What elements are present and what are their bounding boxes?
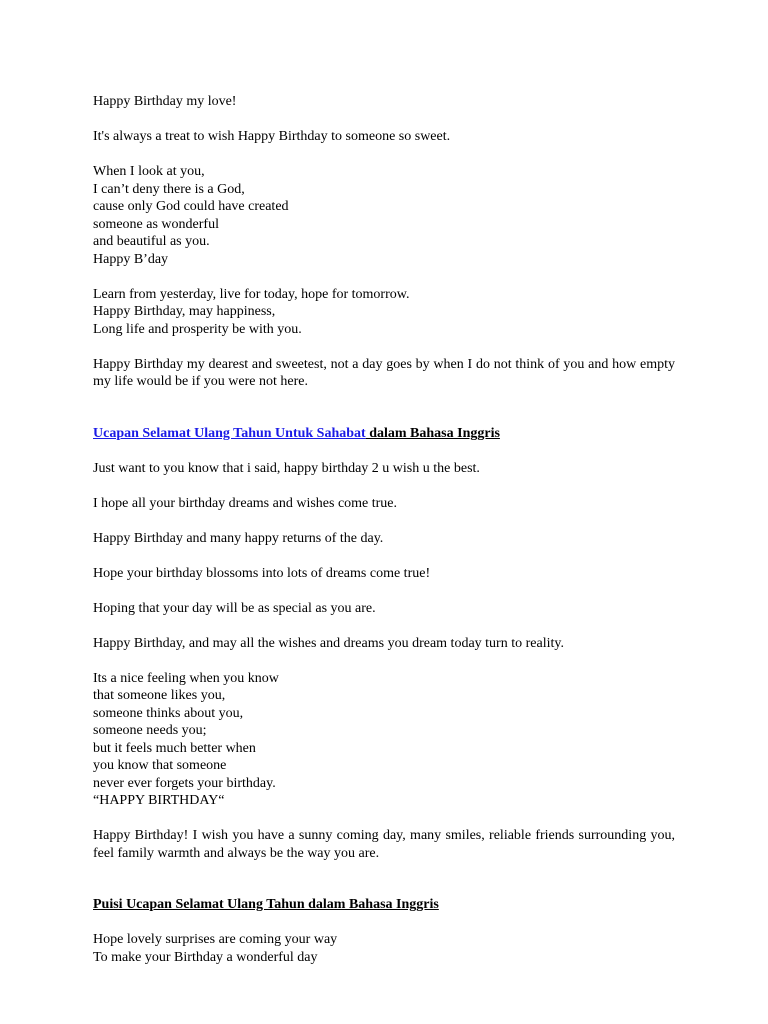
- poem-line: When I look at you,: [93, 164, 205, 179]
- poem-line: but it feels much better when: [93, 740, 256, 756]
- poem-line: “HAPPY BIRTHDAY“: [93, 793, 225, 808]
- poem-line: you know that someone: [93, 758, 227, 773]
- heading-puisi: Puisi Ucapan Selamat Ulang Tahun dalam Bahasa Inggris: [93, 897, 439, 912]
- poem-line: Long life and prosperity be with you.: [93, 321, 302, 337]
- poem-line: Happy B’day: [93, 251, 169, 267]
- poem-line: Its a nice feeling when you know: [93, 670, 279, 686]
- poem-line: Hope lovely surprises are coming your way: [93, 932, 338, 947]
- heading-sahabat: [93, 425, 675, 443]
- poem-line: I can’t deny there is a God,: [93, 181, 245, 197]
- wish-line: I hope all your birthday dreams and wishes come true.: [93, 495, 398, 511]
- poem-line: cause only God could have created: [93, 199, 289, 214]
- poem-nice-feeling: [93, 670, 675, 810]
- wish-line: Hoping that your day will be as special as you are.: [93, 600, 376, 616]
- wish-line: Happy Birthday, and may all the wishes and dreams you dream today turn to reality.: [93, 635, 564, 651]
- poem-line: Learn from yesterday, live for today, hope for tomorrow.: [93, 286, 410, 302]
- poem-yesterday: [93, 286, 675, 339]
- poem-line: never ever forgets your birthday.: [93, 775, 276, 791]
- poem-line: someone thinks about you,: [93, 705, 244, 721]
- paragraph-treat: It's always a treat to wish Happy Birthday to someone so sweet.: [93, 129, 451, 144]
- paragraph-sunny: Happy Birthday! I wish you have a sunny coming day, many smiles, reliable friends surrounding you, feel family warmth and always be the way you are.: [93, 828, 675, 861]
- poem-god: [93, 163, 675, 268]
- document-page: [93, 93, 675, 984]
- sahabat-link[interactable]: Ucapan Selamat Ulang Tahun Untuk Sahabat: [93, 425, 366, 441]
- poem-line: Happy Birthday, may happiness,: [93, 304, 276, 319]
- paragraph-dearest: Happy Birthday my dearest and sweetest, not a day goes by when I do not think of you and how empty my life would be if you were not here.: [93, 356, 675, 389]
- poem-line: that someone likes you,: [93, 688, 226, 703]
- poem-line: someone needs you;: [93, 723, 207, 738]
- wish-line: Hope your birthday blossoms into lots of dreams come true!: [93, 565, 431, 581]
- heading-sahabat-rest: dalam Bahasa Inggris: [365, 425, 500, 441]
- wish-line: Happy Birthday and many happy returns of the day.: [93, 530, 384, 546]
- paragraph-love: Happy Birthday my love!: [93, 94, 237, 109]
- wish-line: Just want to you know that i said, happy birthday 2 u wish u the best.: [93, 460, 480, 476]
- poem-line: someone as wonderful: [93, 216, 219, 232]
- poem-line: To make your Birthday a wonderful day: [93, 949, 318, 965]
- poem-surprises: [93, 931, 675, 966]
- poem-line: and beautiful as you.: [93, 234, 210, 249]
